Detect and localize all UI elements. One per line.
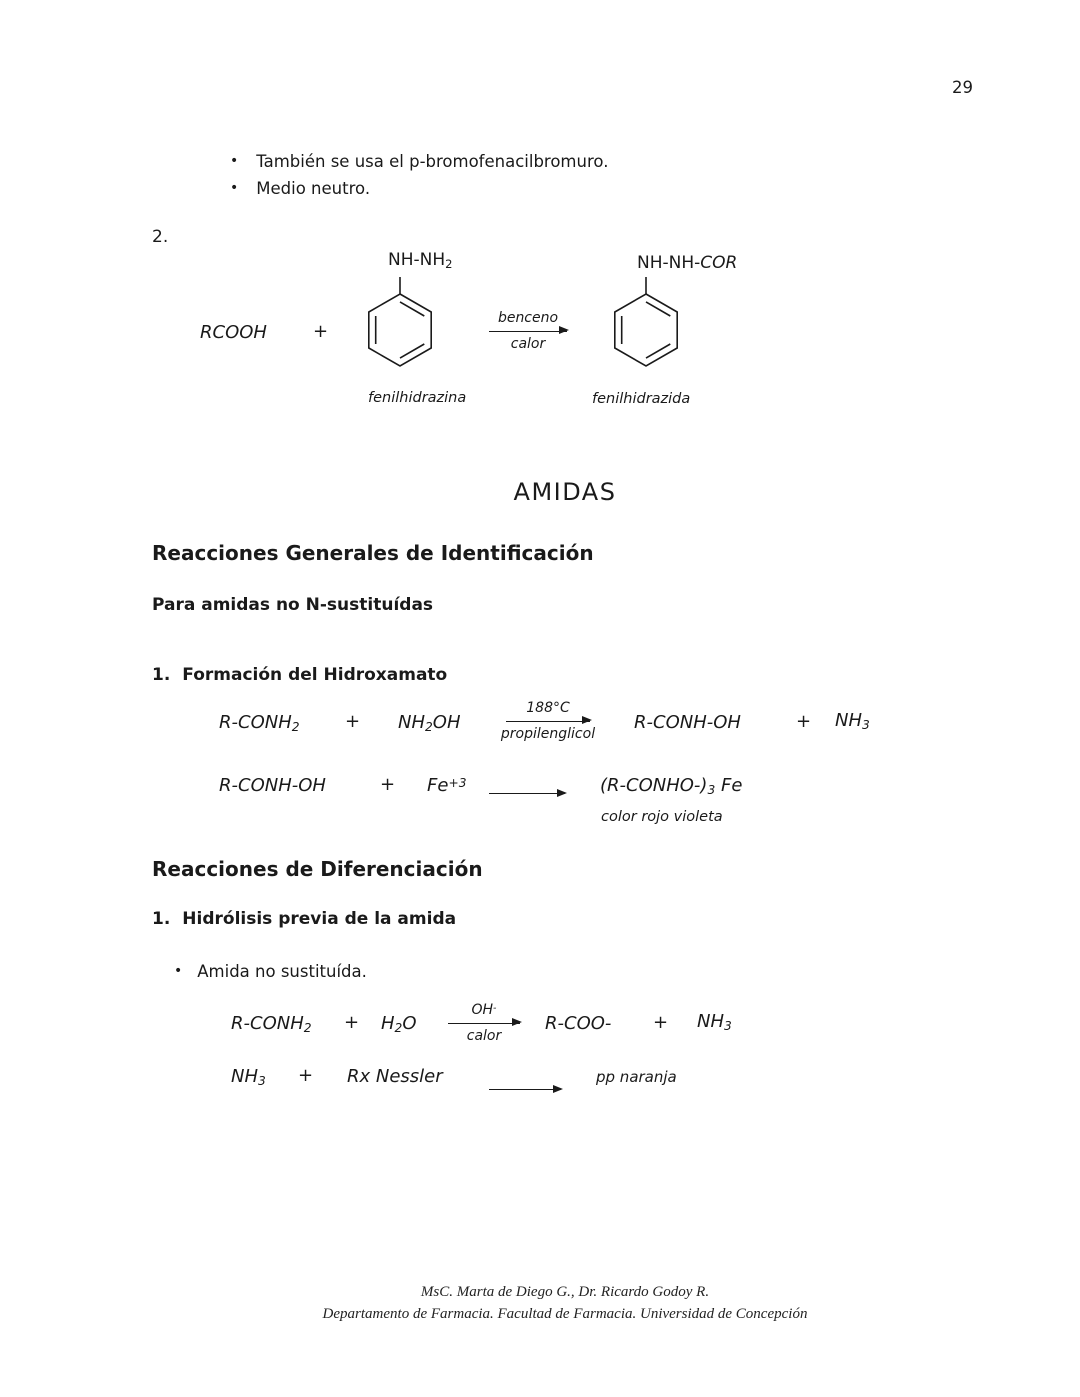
substituent-left bbox=[388, 250, 453, 271]
formula-superscript: +3 bbox=[448, 775, 467, 790]
arrow-line bbox=[489, 331, 567, 332]
caption-color-rojo-violeta: color rojo violeta bbox=[601, 809, 723, 825]
footer-authors: MsC. Marta de Diego G., Dr. Ricardo Godoy R. bbox=[420, 1284, 710, 1300]
item-text: Formación del Hidroxamato bbox=[182, 665, 448, 685]
formula-text: R-CONH bbox=[231, 1013, 304, 1034]
formula-subscript: 2 bbox=[303, 1021, 312, 1036]
formula-rconhoh: R-CONH-OH bbox=[634, 712, 741, 733]
formula-text: NH bbox=[835, 710, 862, 731]
plus-sign: + bbox=[796, 711, 812, 732]
formula-rcoo: R-COO- bbox=[545, 1013, 612, 1034]
formula-nh2oh bbox=[398, 712, 461, 735]
plus-sign: + bbox=[653, 1012, 669, 1033]
formula-hidroxamato-fe bbox=[600, 775, 742, 798]
top-bullet-list bbox=[230, 148, 608, 202]
plus-sign: + bbox=[298, 1065, 314, 1086]
formula-text: OH bbox=[432, 712, 461, 733]
bullet-icon: • bbox=[230, 153, 239, 169]
reaction-arrow bbox=[485, 310, 571, 353]
formula-h2o bbox=[381, 1013, 417, 1036]
list-item bbox=[174, 958, 367, 985]
arrow-label-bottom: calor bbox=[466, 1027, 502, 1044]
formula-text: R-CONH bbox=[219, 712, 292, 733]
bullet-icon: • bbox=[230, 180, 239, 196]
formula-subscript: 2 bbox=[425, 720, 433, 735]
benzene-ring-left-icon bbox=[355, 272, 445, 372]
page-title: AMIDAS bbox=[513, 478, 617, 506]
formula-rconh2 bbox=[231, 1013, 312, 1036]
list-item-text: También se usa el p-bromofenacilbromuro. bbox=[256, 152, 609, 171]
item-number: 1. bbox=[152, 665, 171, 685]
arrow-line bbox=[489, 1089, 561, 1090]
formula-text: NH bbox=[231, 1066, 258, 1087]
list-item bbox=[230, 175, 608, 202]
reaction-arrow bbox=[443, 1002, 525, 1045]
plus-sign: + bbox=[344, 1012, 360, 1033]
list-item-text: Amida no sustituída. bbox=[197, 962, 367, 981]
plus-sign: + bbox=[345, 711, 361, 732]
arrow-label-top: 188°C bbox=[526, 700, 570, 716]
formula-subscript: 2 bbox=[394, 1021, 403, 1036]
subheading-para-amidas: Para amidas no N-sustituídas bbox=[152, 595, 434, 615]
formula-nh3 bbox=[231, 1066, 266, 1089]
formula-subscript: 3 bbox=[862, 718, 870, 733]
page-number: 29 bbox=[952, 78, 973, 97]
list-item bbox=[230, 148, 608, 175]
arrow-label-top: OH- bbox=[471, 1002, 497, 1018]
arrow-line bbox=[448, 1023, 520, 1024]
bullet-icon: • bbox=[174, 963, 183, 979]
formula-text: NH-NH- bbox=[637, 253, 701, 273]
heading-reacciones-generales: Reacciones Generales de Identificación bbox=[152, 541, 594, 565]
formula-text: O bbox=[402, 1013, 417, 1034]
amida-bullet bbox=[174, 958, 367, 985]
formula-text: Fe bbox=[427, 775, 449, 796]
footer-department: Departamento de Farmacia. Facultad de Farmacia. Universidad de Concepción bbox=[322, 1306, 808, 1322]
reagent-nessler: Rx Nessler bbox=[347, 1066, 443, 1087]
formula-nh3 bbox=[697, 1011, 732, 1034]
formula-text: NH bbox=[697, 1011, 724, 1032]
arrow-line bbox=[506, 721, 590, 722]
heading-reacciones-diferenciacion: Reacciones de Diferenciación bbox=[152, 857, 483, 881]
item-2-label: 2. bbox=[152, 227, 169, 247]
caption-fenilhidrazida: fenilhidrazida bbox=[592, 391, 691, 407]
reaction-arrow bbox=[488, 700, 608, 743]
formula-subscript: 2 bbox=[445, 257, 453, 272]
formula-text: NH bbox=[398, 712, 425, 733]
formula-text: (R-CONHO-) bbox=[600, 775, 708, 796]
formula-text: H bbox=[381, 1013, 395, 1034]
formula-rconhoh: R-CONH-OH bbox=[219, 775, 326, 796]
item-number: 1. bbox=[152, 909, 171, 929]
benzene-ring-right-icon bbox=[601, 272, 691, 372]
arrow-label-bottom: propilenglicol bbox=[500, 725, 596, 742]
numbered-heading-hidrolisis bbox=[152, 909, 456, 930]
formula-rconh2 bbox=[219, 712, 300, 735]
formula-text: Fe bbox=[715, 775, 743, 796]
formula-subscript: 3 bbox=[707, 783, 716, 798]
arrow-line bbox=[489, 793, 565, 794]
numbered-heading-hidroxamato bbox=[152, 665, 447, 686]
acyl-group-text: COR bbox=[700, 253, 738, 273]
item-text: Hidrólisis previa de la amida bbox=[182, 909, 457, 929]
formula-subscript: 3 bbox=[724, 1019, 732, 1034]
formula-fe3 bbox=[427, 775, 466, 798]
formula-text: NH-NH bbox=[388, 250, 446, 270]
formula-superscript: - bbox=[493, 1002, 497, 1014]
arrow-label-bottom: calor bbox=[510, 335, 546, 352]
reactant-rcooh: RCOOH bbox=[200, 322, 267, 343]
caption-fenilhidrazina: fenilhidrazina bbox=[368, 390, 467, 406]
formula-subscript: 2 bbox=[291, 720, 300, 735]
arrow-label-top: benceno bbox=[497, 310, 559, 326]
plus-sign: + bbox=[313, 321, 329, 342]
plus-sign: + bbox=[380, 774, 396, 795]
formula-nh3 bbox=[835, 710, 870, 733]
formula-subscript: 3 bbox=[258, 1074, 266, 1089]
product-pp-naranja: pp naranja bbox=[596, 1068, 677, 1086]
list-item-text: Medio neutro. bbox=[256, 179, 371, 198]
